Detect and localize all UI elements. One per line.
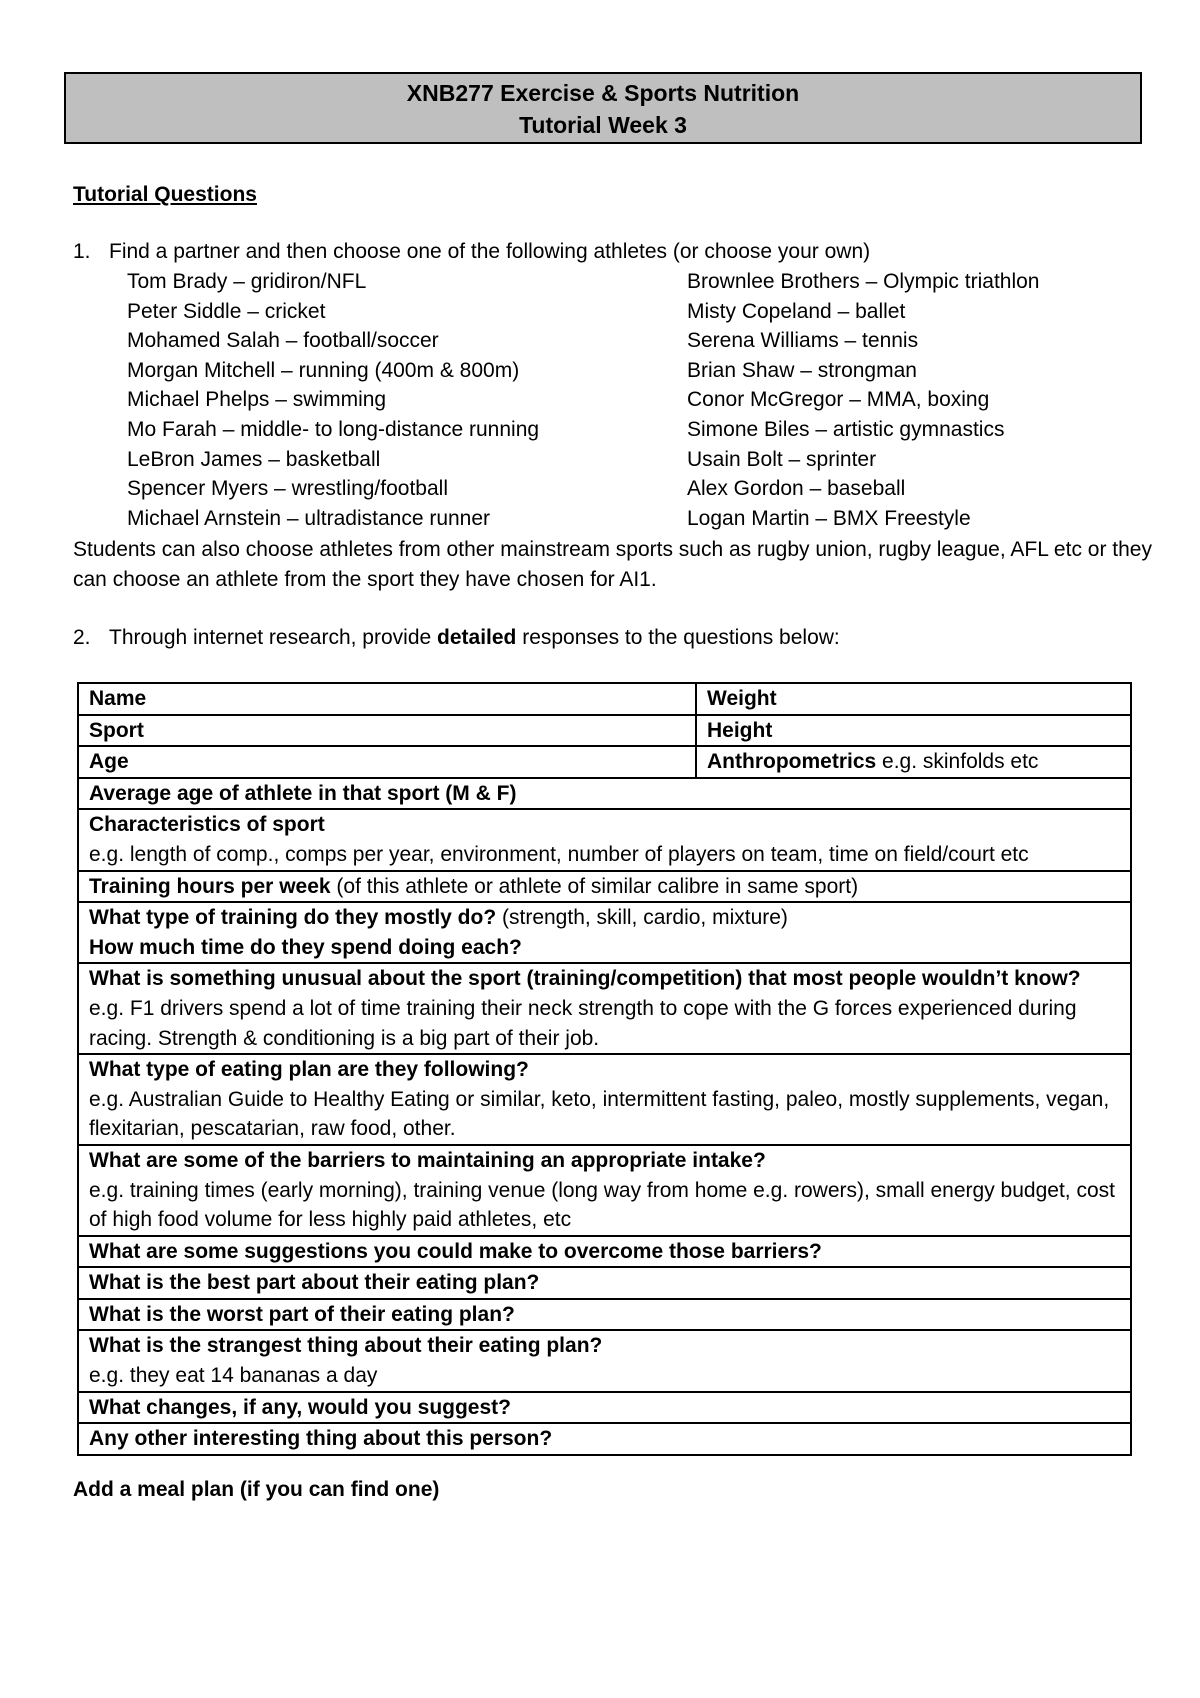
athlete-row [127,297,1127,327]
student-choice-note: Students can also choose athletes from other mainstream sports such as rugby union, rugby league, AFL etc or they can choose an athlete from the sport they have chosen for AI1. [73,538,1152,591]
unusual-example: e.g. F1 drivers spend a lot of time training their neck strength to cope with the G forces experienced during racing. Strength & conditioning is a big part of their job. [89,996,1077,1050]
cell-training-hours [78,871,1131,903]
athlete-list [127,267,1127,533]
question-2-text: Through internet research, provide [109,626,438,649]
athlete-item: Spencer Myers – wrestling/football [127,477,448,501]
cell-best-part: What is the best part about their eating plan? [78,1267,1131,1299]
table-row [78,1145,1131,1236]
table-row [78,1267,1131,1299]
athlete-item: Brownlee Brothers – Olympic triathlon [687,270,1040,293]
table-row [78,1299,1131,1331]
question-2-text-end: responses to the questions below: [516,626,840,649]
unusual-label: What is something unusual about the sport (training/competition) that most people wouldn’t know? [89,967,1081,991]
table-row [78,1054,1131,1145]
cell-barriers [78,1145,1131,1236]
athlete-row [127,474,1127,504]
cell-training-type [78,902,1131,963]
training-type-note: (strength, skill, cardio, mixture) [496,906,788,930]
athlete-row [127,356,1127,386]
question-1-number: 1. [73,240,91,263]
athlete-item: Morgan Mitchell – running (400m & 800m) [127,358,520,382]
athlete-item: Usain Bolt – sprinter [687,447,877,471]
athlete-row [127,504,1127,534]
training-hours-note: (of this athlete or athlete of similar calibre in same sport) [330,874,859,898]
characteristics-example: e.g. length of comp., comps per year, environment, number of players on team, time on field/court etc [89,842,1029,866]
section-heading: Tutorial Questions [73,183,257,206]
table-row [78,1330,1131,1391]
table-row [78,963,1131,1054]
eating-plan-example: e.g. Australian Guide to Healthy Eating or similar, keto, intermittent fasting, paleo, mostly supplements, vegan, flexitarian, pescatarian, raw food, other. [89,1087,1110,1141]
athlete-row [127,326,1127,356]
athlete-research-table [77,682,1132,1456]
athlete-item: Alex Gordon – baseball [687,477,906,501]
table-row [78,871,1131,903]
table-row [78,1236,1131,1268]
table-row [78,1423,1131,1455]
athlete-item: Simone Biles – artistic gymnastics [687,417,1005,441]
athlete-row [127,415,1127,445]
question-2 [73,623,840,653]
cell-suggestions: What are some suggestions you could make to overcome those barriers? [78,1236,1131,1268]
barriers-label: What are some of the barriers to maintaining an appropriate intake? [89,1148,766,1172]
table-row [78,715,1131,747]
athlete-item: LeBron James – basketball [127,447,381,471]
cell-eating-plan [78,1054,1131,1145]
strangest-label: What is the strangest thing about their eating plan? [89,1334,603,1358]
athlete-item: Michael Phelps – swimming [127,388,387,412]
cell-other: Any other interesting thing about this person? [78,1423,1131,1455]
strangest-example: e.g. they eat 14 bananas a day [89,1364,378,1388]
table-row [78,902,1131,963]
athlete-item: Michael Arnstein – ultradistance runner [127,506,491,530]
tutorial-week-title: Tutorial Week 3 [519,112,687,138]
cell-age: Age [78,746,696,778]
training-hours-label: Training hours per week [89,874,331,898]
question-2-emphasis: detailed [437,626,517,649]
athlete-item: Logan Martin – BMX Freestyle [687,506,971,530]
athlete-row [127,445,1127,475]
table-row [78,683,1131,715]
athlete-item: Misty Copeland – ballet [687,299,906,323]
athlete-item: Mo Farah – middle- to long-distance running [127,417,540,441]
table-row [78,746,1131,778]
training-time-label: How much time do they spend doing each? [89,935,522,959]
athlete-item: Tom Brady – gridiron/NFL [127,270,367,293]
anthropometrics-example: e.g. skinfolds etc [876,750,1039,774]
cell-characteristics [78,809,1131,870]
table-row [78,1392,1131,1424]
table-row [78,809,1131,870]
question-1-text: Find a partner and then choose one of the following athletes (or choose your own) [109,240,871,263]
meal-plan-instruction: Add a meal plan (if you can find one) [73,1478,440,1501]
table-row [78,778,1131,810]
characteristics-label: Characteristics of sport [89,813,325,837]
barriers-example: e.g. training times (early morning), training venue (long way from home e.g. rowers), small energy budget, cost of high food volume for less highly paid athletes, etc [89,1178,1115,1232]
cell-worst-part: What is the worst part of their eating plan? [78,1299,1131,1331]
athlete-item: Peter Siddle – cricket [127,299,326,323]
cell-changes: What changes, if any, would you suggest? [78,1392,1131,1424]
cell-weight: Weight [696,683,1131,715]
anthropometrics-label: Anthropometrics [707,750,877,774]
eating-plan-label: What type of eating plan are they following? [89,1058,529,1082]
question-1 [73,237,870,267]
athlete-row [127,267,1127,297]
course-title: XNB277 Exercise & Sports Nutrition [406,80,800,106]
athlete-item: Conor McGregor – MMA, boxing [687,388,990,412]
title-box [64,72,1142,144]
cell-height: Height [696,715,1131,747]
cell-average-age: Average age of athlete in that sport (M & F) [78,778,1131,810]
cell-sport: Sport [78,715,696,747]
training-type-label: What type of training do they mostly do? [89,906,497,930]
athlete-item: Mohamed Salah – football/soccer [127,329,439,353]
cell-anthropometrics [696,746,1131,778]
athlete-row [127,385,1127,415]
question-2-number: 2. [73,626,91,649]
cell-strangest [78,1330,1131,1391]
athlete-item: Serena Williams – tennis [687,329,919,353]
athlete-item: Brian Shaw – strongman [687,358,917,382]
cell-unusual [78,963,1131,1054]
cell-name: Name [78,683,696,715]
